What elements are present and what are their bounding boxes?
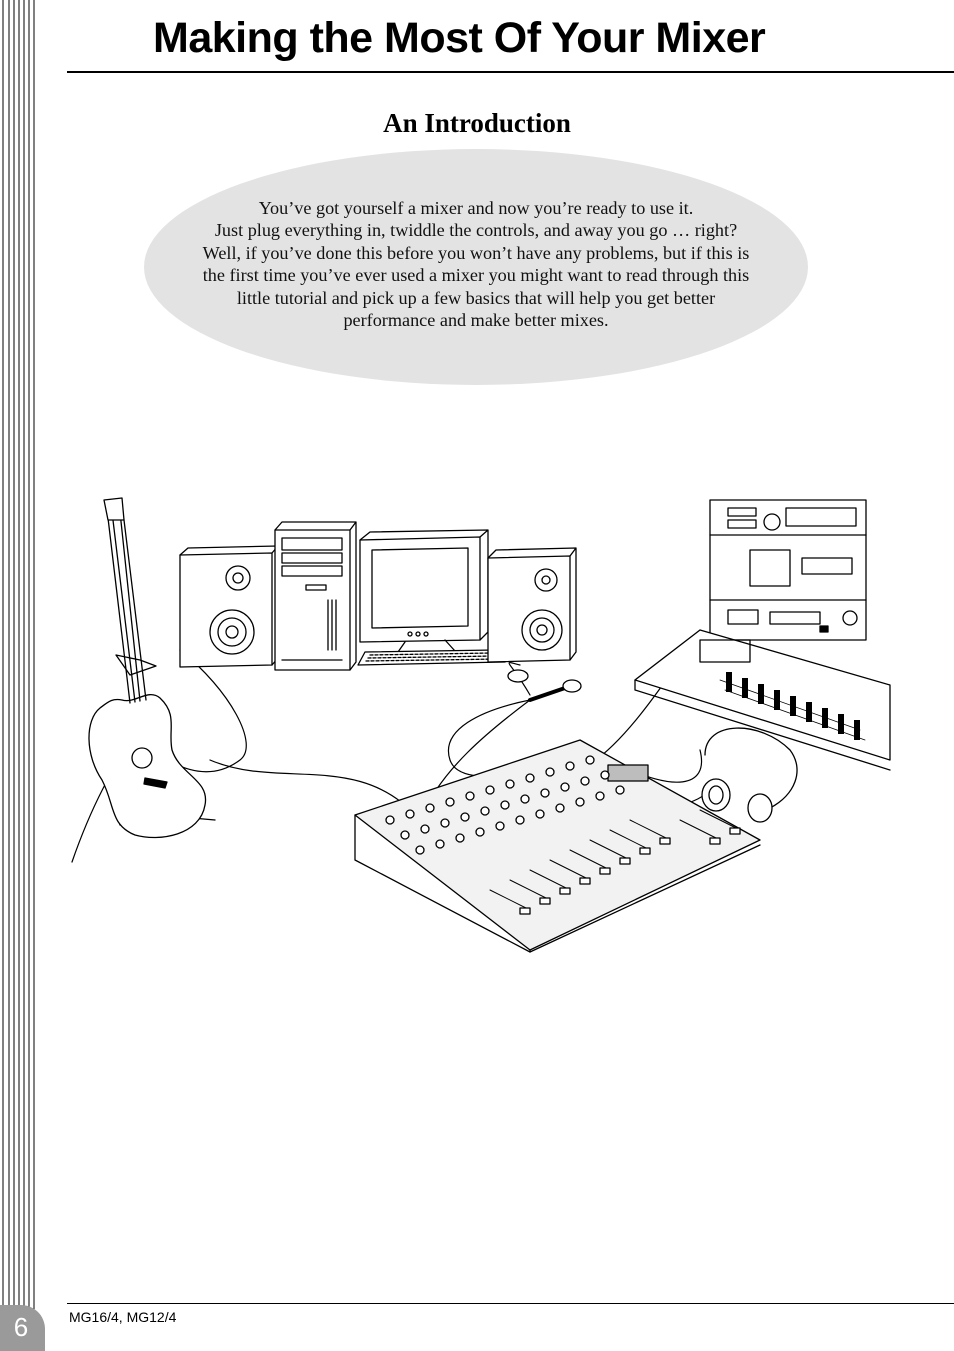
studio-illustration [60,490,954,960]
intro-line: Just plug everything in, twiddle the controls, and away you go … right? [214,220,738,241]
intro-paragraph [150,197,802,331]
speaker-icon [180,546,278,667]
keyboard-icon [358,650,505,665]
title-divider [67,71,954,73]
page-title: Making the Most Of Your Mixer [153,14,766,62]
intro-line: little tutorial and pick up a few basics that will help you get better [236,287,716,308]
intro-line: the first time you’ve ever used a mixer you might want to read through this [202,265,750,286]
intro-line: Well, if you’ve done this before you won’t have any problems, but if this is [202,242,750,263]
microphone-icon [530,680,581,700]
rack-gear-icon [710,500,866,640]
intro-line: performance and make better mixes. [343,310,609,331]
headphones-icon [702,728,797,822]
monitor-icon [360,530,488,652]
speaker-icon [488,548,576,662]
synthesizer-icon [635,630,890,770]
page-number: 6 [13,1312,29,1342]
mouse-icon [508,670,528,682]
computer-tower-icon [275,522,356,670]
page-edge-lines [0,0,40,1351]
footer-divider [67,1303,954,1304]
guitar-icon [89,498,215,837]
section-subtitle: An Introduction [383,108,571,138]
intro-line: You’ve got yourself a mixer and now you’re ready to use it. [258,198,694,218]
footer-model: MG16/4, MG12/4 [69,1309,177,1325]
